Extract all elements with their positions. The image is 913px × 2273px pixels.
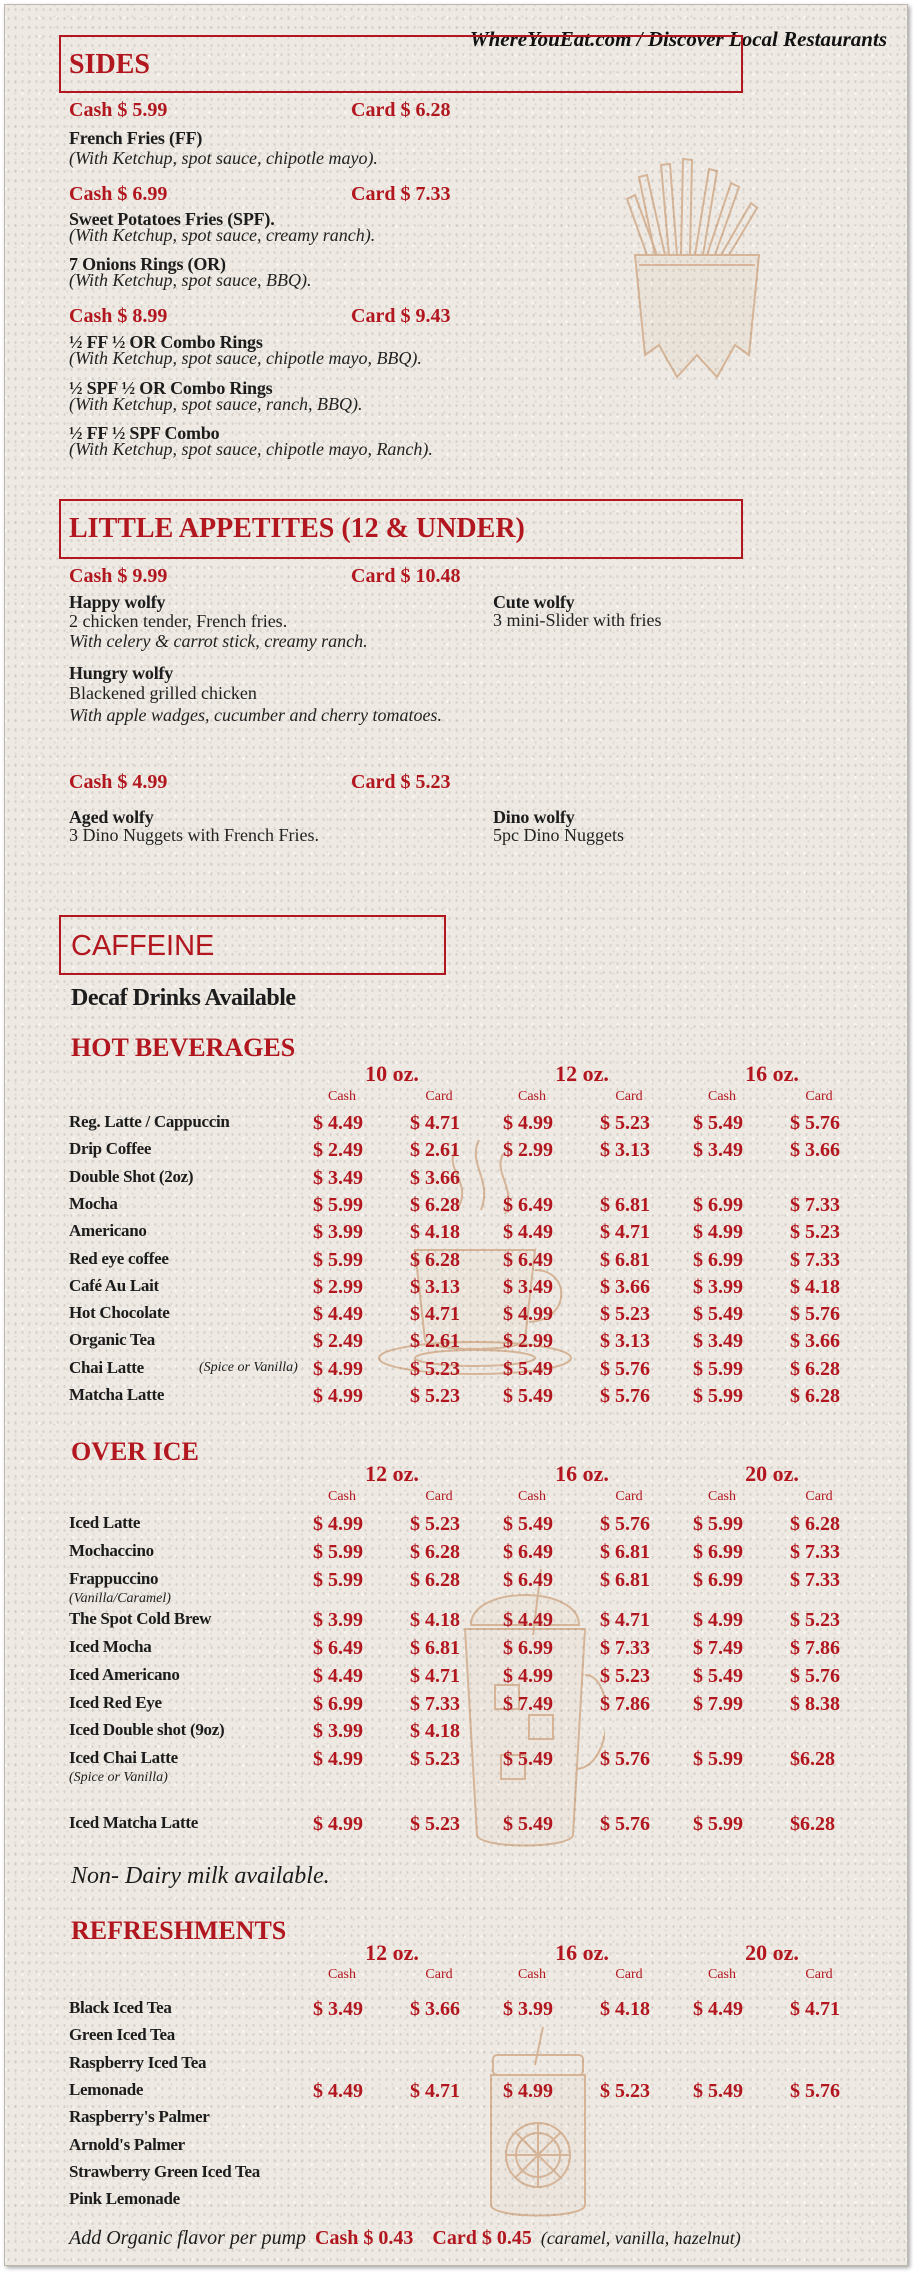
cash-price: $ 3.49 bbox=[313, 1166, 363, 1189]
kid-item-name: Happy wolfy bbox=[69, 592, 166, 612]
menu-row bbox=[69, 2162, 899, 2190]
side-item-desc: (With Ketchup, spot sauce, chipotle mayo, BBQ). bbox=[69, 348, 422, 368]
sides-g3-card: Card $ 9.43 bbox=[351, 305, 451, 327]
sides-g3-cash: Cash $ 8.99 bbox=[69, 305, 168, 327]
cash-column-label: Cash bbox=[518, 1489, 546, 1504]
card-price: $ 5.23 bbox=[410, 1513, 460, 1535]
sides-g2-card: Card $ 7.33 bbox=[351, 183, 451, 205]
drink-name: Iced Matcha Latte bbox=[69, 1813, 198, 1832]
drink-name: Iced Red Eye bbox=[69, 1693, 162, 1712]
drink-name: Iced Double shot (9oz) bbox=[69, 1720, 225, 1739]
size-header: 16 oz. bbox=[555, 1940, 609, 1965]
side-item-desc: (With Ketchup, spot sauce, BBQ). bbox=[69, 270, 312, 290]
card-price: $ 7.33 bbox=[790, 1541, 840, 1563]
kid-item-name: Aged wolfy bbox=[69, 807, 154, 827]
menu-row bbox=[69, 1513, 899, 1541]
cash-price: $ 6.49 bbox=[503, 1193, 553, 1216]
cash-column-label: Cash bbox=[518, 1967, 546, 1982]
side-item-name: Sweet Potatoes Fries (SPF). bbox=[69, 209, 275, 229]
cash-price: $ 2.49 bbox=[313, 1139, 363, 1162]
cash-price: $ 7.49 bbox=[503, 1693, 553, 1715]
cash-price: $ 5.49 bbox=[503, 1513, 553, 1535]
menu-row bbox=[69, 1720, 899, 1748]
card-price: $ 5.76 bbox=[790, 1665, 840, 1687]
cash-price: $ 4.99 bbox=[503, 1665, 553, 1687]
cash-price: $ 6.49 bbox=[503, 1541, 553, 1563]
drink-name: Lemonade bbox=[69, 2079, 144, 2099]
card-column-label: Card bbox=[805, 1967, 833, 1982]
sides-g1-card: Card $ 6.28 bbox=[351, 99, 451, 121]
cash-price: $ 4.49 bbox=[503, 1221, 553, 1244]
card-column-label: Card bbox=[615, 1489, 643, 1504]
menu-row bbox=[69, 1358, 899, 1386]
drink-name: Arnold's Palmer bbox=[69, 2134, 185, 2154]
menu-row bbox=[69, 1167, 899, 1195]
little-g1-card: Card $ 10.48 bbox=[351, 565, 461, 587]
little-g2-card: Card $ 5.23 bbox=[351, 771, 451, 793]
cash-price: $ 4.49 bbox=[313, 1303, 363, 1326]
card-column-label: Card bbox=[425, 1967, 453, 1982]
card-price: $ 4.71 bbox=[410, 1112, 460, 1134]
drink-name: Matcha Latte bbox=[69, 1385, 165, 1404]
cash-price: $ 5.49 bbox=[503, 1813, 553, 1835]
menu-row bbox=[69, 1330, 899, 1358]
kid-item-name: Dino wolfy bbox=[493, 807, 575, 827]
menu-row bbox=[69, 1139, 899, 1167]
cash-price: $ 4.99 bbox=[503, 2079, 553, 2102]
card-price: $ 8.38 bbox=[790, 1693, 840, 1715]
side-item-name: ½ SPF ½ OR Combo Rings bbox=[69, 378, 273, 398]
cash-price: $ 4.99 bbox=[313, 1748, 363, 1770]
size-header: 20 oz. bbox=[745, 1940, 799, 1965]
cash-price: $ 5.99 bbox=[693, 1748, 743, 1770]
card-price: $ 5.76 bbox=[790, 2079, 840, 2102]
cash-price: $ 5.49 bbox=[693, 1665, 743, 1687]
card-price: $ 4.18 bbox=[410, 1720, 460, 1742]
card-price: $ 5.23 bbox=[410, 1357, 460, 1380]
cash-price: $ 3.99 bbox=[313, 1221, 363, 1244]
cash-price: $ 3.99 bbox=[503, 1998, 553, 2020]
card-price: $ 4.71 bbox=[600, 1609, 650, 1631]
card-price: $ 6.81 bbox=[600, 1248, 650, 1271]
drink-name: Americano bbox=[69, 1221, 147, 1241]
cash-price: $ 6.99 bbox=[693, 1248, 743, 1271]
side-item-desc: (With Ketchup, spot sauce, chipotle mayo). bbox=[69, 148, 378, 168]
kid-item-line: 5pc Dino Nuggets bbox=[493, 825, 624, 845]
kid-item-line: Blackened grilled chicken bbox=[69, 683, 257, 703]
card-column-label: Card bbox=[805, 1089, 833, 1104]
card-price: $ 7.33 bbox=[790, 1248, 840, 1271]
size-header: 16 oz. bbox=[555, 1461, 609, 1486]
menu-row bbox=[69, 1748, 899, 1785]
card-price: $ 5.23 bbox=[600, 1665, 650, 1687]
kid-item-name: Hungry wolfy bbox=[69, 663, 174, 683]
menu-row bbox=[69, 1569, 899, 1606]
card-price: $ 3.13 bbox=[410, 1275, 460, 1298]
menu-row bbox=[69, 2107, 899, 2135]
cash-price: $ 5.49 bbox=[503, 1385, 553, 1407]
menu-row bbox=[69, 1637, 899, 1665]
decaf-note: Decaf Drinks Available bbox=[71, 985, 296, 1011]
cash-column-label: Cash bbox=[708, 1089, 736, 1104]
cash-price: $ 5.49 bbox=[503, 1357, 553, 1380]
card-price: $ 7.33 bbox=[790, 1569, 840, 1591]
drink-note: (Spice or Vanilla) bbox=[199, 1359, 298, 1375]
card-price: $ 5.76 bbox=[600, 1513, 650, 1535]
sides-g1-cash: Cash $ 5.99 bbox=[69, 99, 168, 121]
drink-name: Iced Americano bbox=[69, 1665, 180, 1684]
caffeine-title: CAFFEINE bbox=[71, 930, 215, 962]
card-price: $ 3.66 bbox=[410, 1166, 460, 1189]
cash-price: $ 4.49 bbox=[503, 1609, 553, 1631]
card-price: $ 6.81 bbox=[600, 1193, 650, 1216]
card-price: $ 4.18 bbox=[600, 1998, 650, 2020]
size-header: 10 oz. bbox=[365, 1061, 419, 1086]
card-price: $ 5.76 bbox=[790, 1303, 840, 1326]
cash-price: $ 5.49 bbox=[693, 2079, 743, 2102]
cash-price: $ 2.99 bbox=[313, 1275, 363, 1298]
card-column-label: Card bbox=[805, 1489, 833, 1504]
card-price: $ 5.76 bbox=[600, 1748, 650, 1770]
drink-name: Black Iced Tea bbox=[69, 1998, 172, 2017]
watermark: WhereYouEat.com / Discover Local Restaurants bbox=[469, 27, 887, 51]
cash-price: $ 5.99 bbox=[693, 1357, 743, 1380]
card-column-label: Card bbox=[615, 1967, 643, 1982]
cash-price: $ 3.99 bbox=[313, 1609, 363, 1631]
drink-name: Hot Chocolate bbox=[69, 1303, 170, 1323]
card-price: $ 7.86 bbox=[790, 1637, 840, 1659]
size-header: 16 oz. bbox=[745, 1061, 799, 1086]
card-price: $ 6.28 bbox=[410, 1569, 460, 1591]
drink-name: Iced Latte bbox=[69, 1513, 141, 1532]
non-dairy-note: Non- Dairy milk available. bbox=[71, 1863, 330, 1889]
drink-name: Iced Chai Latte bbox=[69, 1748, 178, 1767]
size-header: 12 oz. bbox=[365, 1461, 419, 1486]
menu-row bbox=[69, 1998, 899, 2026]
cash-price: $ 4.99 bbox=[693, 1221, 743, 1244]
drink-name: Mocha bbox=[69, 1193, 118, 1213]
cash-column-label: Cash bbox=[328, 1089, 356, 1104]
sides-g2-cash: Cash $ 6.99 bbox=[69, 183, 168, 205]
cash-price: $ 6.99 bbox=[693, 1193, 743, 1216]
size-header: 12 oz. bbox=[555, 1061, 609, 1086]
menu-row bbox=[69, 1112, 899, 1140]
cash-price: $ 4.49 bbox=[313, 1112, 363, 1134]
drink-name: Green Iced Tea bbox=[69, 2025, 175, 2045]
card-price: $ 5.23 bbox=[600, 1112, 650, 1134]
menu-row bbox=[69, 1609, 899, 1637]
card-price: $ 6.81 bbox=[600, 1569, 650, 1591]
card-price: $ 3.66 bbox=[410, 1998, 460, 2020]
menu-row bbox=[69, 2189, 899, 2217]
card-price: $ 7.33 bbox=[790, 1193, 840, 1216]
drink-name: Red eye coffee bbox=[69, 1248, 169, 1268]
card-price: $ 6.81 bbox=[410, 1637, 460, 1659]
drink-name: Drip Coffee bbox=[69, 1139, 152, 1159]
card-price: $ 6.28 bbox=[410, 1193, 460, 1216]
side-item-name: French Fries (FF) bbox=[69, 128, 203, 148]
cash-column-label: Cash bbox=[518, 1089, 546, 1104]
drink-name: Pink Lemonade bbox=[69, 2189, 180, 2209]
card-price: $ 2.61 bbox=[410, 1139, 460, 1162]
drink-sub-note: (Spice or Vanilla) bbox=[69, 1770, 168, 1785]
french-fries-illustration bbox=[617, 155, 777, 395]
side-item-name: ½ FF ½ OR Combo Rings bbox=[69, 332, 263, 352]
cash-price: $ 4.99 bbox=[503, 1303, 553, 1326]
card-price: $ 7.33 bbox=[600, 1637, 650, 1659]
menu-row bbox=[69, 2025, 899, 2053]
over-ice-title: OVER ICE bbox=[71, 1437, 199, 1466]
cash-price: $ 5.99 bbox=[313, 1248, 363, 1271]
flavor-cash: Cash $ 0.43 bbox=[315, 2227, 414, 2249]
little-g1-cash: Cash $ 9.99 bbox=[69, 565, 168, 587]
cash-price: $ 6.49 bbox=[313, 1637, 363, 1659]
cash-price: $ 2.99 bbox=[503, 1330, 553, 1353]
card-price: $ 4.71 bbox=[410, 2079, 460, 2102]
cash-price: $ 3.99 bbox=[313, 1720, 363, 1742]
drink-name: Organic Tea bbox=[69, 1330, 155, 1350]
menu-row bbox=[69, 1665, 899, 1693]
card-price: $ 4.18 bbox=[410, 1609, 460, 1631]
drink-name: Café Au Lait bbox=[69, 1275, 159, 1295]
drink-name: Raspberry's Palmer bbox=[69, 2107, 210, 2127]
card-price: $ 6.28 bbox=[410, 1248, 460, 1271]
cash-price: $ 3.99 bbox=[693, 1275, 743, 1298]
cash-price: $ 4.99 bbox=[313, 1513, 363, 1535]
cash-price: $ 5.99 bbox=[313, 1569, 363, 1591]
menu-row bbox=[69, 1693, 899, 1721]
kid-item-desc: With apple wadges, cucumber and cherry tomatoes. bbox=[69, 705, 442, 725]
cash-price: $ 3.49 bbox=[313, 1998, 363, 2020]
menu-row bbox=[69, 2135, 899, 2163]
sides-title: SIDES bbox=[69, 49, 150, 80]
card-price: $ 5.23 bbox=[600, 2079, 650, 2102]
cash-column-label: Cash bbox=[328, 1489, 356, 1504]
cash-price: $ 3.49 bbox=[503, 1275, 553, 1298]
cash-price: $ 6.99 bbox=[503, 1637, 553, 1659]
card-price: $ 5.23 bbox=[410, 1813, 460, 1835]
cash-price: $ 7.99 bbox=[693, 1693, 743, 1715]
drink-sub-note: (Vanilla/Caramel) bbox=[69, 1591, 171, 1606]
card-price: $ 5.76 bbox=[600, 1813, 650, 1835]
flavor-list: (caramel, vanilla, hazelnut) bbox=[540, 2228, 741, 2248]
card-price: $ 3.66 bbox=[600, 1275, 650, 1298]
side-item-name: 7 Onions Rings (OR) bbox=[69, 254, 226, 274]
menu-row bbox=[69, 1276, 899, 1304]
card-price: $ 3.66 bbox=[790, 1139, 840, 1162]
cash-price: $ 3.49 bbox=[693, 1330, 743, 1353]
cash-price: $ 5.99 bbox=[313, 1541, 363, 1563]
cash-price: $ 6.99 bbox=[313, 1693, 363, 1715]
kid-item-name: Cute wolfy bbox=[493, 592, 575, 612]
card-column-label: Card bbox=[425, 1489, 453, 1504]
card-price: $ 4.71 bbox=[410, 1303, 460, 1326]
card-price: $ 5.23 bbox=[410, 1748, 460, 1770]
cash-price: $ 5.49 bbox=[693, 1112, 743, 1134]
refreshments-title: REFRESHMENTS bbox=[71, 1916, 287, 1945]
drink-name: Strawberry Green Iced Tea bbox=[69, 2161, 260, 2181]
cash-price: $ 4.99 bbox=[313, 1357, 363, 1380]
card-price: $ 5.76 bbox=[600, 1357, 650, 1380]
card-price: $ 6.28 bbox=[790, 1357, 840, 1380]
card-price: $ 5.76 bbox=[790, 1112, 840, 1134]
cash-price: $ 4.99 bbox=[313, 1813, 363, 1835]
card-price: $ 4.71 bbox=[790, 1998, 840, 2020]
menu-row bbox=[69, 2080, 899, 2108]
card-price: $ 4.71 bbox=[410, 1665, 460, 1687]
flavor-line bbox=[69, 2227, 741, 2250]
menu-row bbox=[69, 1541, 899, 1569]
cash-price: $ 5.99 bbox=[693, 1513, 743, 1535]
menu-row bbox=[69, 1249, 899, 1277]
menu-row bbox=[69, 2053, 899, 2081]
cash-price: $ 4.49 bbox=[313, 1665, 363, 1687]
side-item-desc: (With Ketchup, spot sauce, ranch, BBQ). bbox=[69, 394, 363, 414]
cash-price: $ 4.99 bbox=[503, 1112, 553, 1134]
cash-price: $ 4.49 bbox=[693, 1998, 743, 2020]
menu-page bbox=[4, 4, 908, 2266]
card-price: $ 6.28 bbox=[410, 1541, 460, 1563]
kid-item-line: 3 mini-Slider with fries bbox=[493, 610, 662, 630]
card-column-label: Card bbox=[615, 1089, 643, 1104]
drink-name: Mochaccino bbox=[69, 1541, 154, 1560]
flavor-lead: Add Organic flavor per pump bbox=[69, 2227, 307, 2249]
hot-beverages-title: HOT BEVERAGES bbox=[71, 1033, 296, 1062]
menu-row bbox=[69, 1813, 899, 1841]
cash-column-label: Cash bbox=[708, 1489, 736, 1504]
side-item-desc: (With Ketchup, spot sauce, creamy ranch). bbox=[69, 225, 376, 245]
card-price: $ 7.86 bbox=[600, 1693, 650, 1715]
cash-price: $ 6.99 bbox=[693, 1569, 743, 1591]
kid-item-desc: With celery & carrot stick, creamy ranch. bbox=[69, 631, 368, 651]
card-price: $ 3.13 bbox=[600, 1139, 650, 1162]
card-price: $ 6.28 bbox=[790, 1513, 840, 1535]
drink-name: Double Shot (2oz) bbox=[69, 1166, 194, 1186]
card-price: $ 3.66 bbox=[790, 1330, 840, 1353]
drink-name: Raspberry Iced Tea bbox=[69, 2052, 207, 2072]
little-title: LITTLE APPETITES (12 & UNDER) bbox=[69, 513, 525, 544]
cash-price: $ 5.49 bbox=[693, 1303, 743, 1326]
cash-price: $ 4.99 bbox=[693, 1609, 743, 1631]
flavor-card: Card $ 0.45 bbox=[432, 2227, 532, 2249]
drink-name: Iced Mocha bbox=[69, 1637, 152, 1656]
card-price: $ 6.28 bbox=[790, 1385, 840, 1407]
drink-name: Reg. Latte / Cappuccin bbox=[69, 1112, 230, 1131]
drink-name: Frappuccino bbox=[69, 1569, 159, 1588]
cash-price: $ 6.49 bbox=[503, 1248, 553, 1271]
size-header: 20 oz. bbox=[745, 1461, 799, 1486]
cash-price: $ 5.99 bbox=[693, 1813, 743, 1835]
card-price: $ 6.81 bbox=[600, 1541, 650, 1563]
menu-row bbox=[69, 1303, 899, 1331]
cash-price: $ 4.49 bbox=[313, 2079, 363, 2102]
menu-row bbox=[69, 1221, 899, 1249]
card-price: $ 7.33 bbox=[410, 1693, 460, 1715]
card-price: $ 4.71 bbox=[600, 1221, 650, 1244]
cash-price: $ 5.99 bbox=[313, 1193, 363, 1216]
card-price: $6.28 bbox=[790, 1748, 835, 1770]
cash-price: $ 4.99 bbox=[313, 1385, 363, 1407]
card-price: $ 4.18 bbox=[410, 1221, 460, 1244]
card-price: $ 2.61 bbox=[410, 1330, 460, 1353]
card-price: $ 5.23 bbox=[790, 1221, 840, 1244]
card-price: $ 4.18 bbox=[790, 1275, 840, 1298]
kid-item-line: 2 chicken tender, French fries. bbox=[69, 611, 288, 631]
cash-price: $ 6.99 bbox=[693, 1541, 743, 1563]
card-price: $ 3.13 bbox=[600, 1330, 650, 1353]
kid-item-line: 3 Dino Nuggets with French Fries. bbox=[69, 825, 319, 845]
cash-price: $ 5.99 bbox=[693, 1385, 743, 1407]
card-price: $6.28 bbox=[790, 1813, 835, 1835]
cash-column-label: Cash bbox=[328, 1967, 356, 1982]
cash-price: $ 6.49 bbox=[503, 1569, 553, 1591]
cash-price: $ 7.49 bbox=[693, 1637, 743, 1659]
size-header: 12 oz. bbox=[365, 1940, 419, 1965]
card-price: $ 5.23 bbox=[410, 1385, 460, 1407]
side-item-name: ½ FF ½ SPF Combo bbox=[69, 423, 220, 443]
drink-name: Chai Latte bbox=[69, 1357, 144, 1377]
cash-price: $ 3.49 bbox=[693, 1139, 743, 1162]
little-g2-cash: Cash $ 4.99 bbox=[69, 771, 168, 793]
cash-column-label: Cash bbox=[708, 1967, 736, 1982]
card-price: $ 5.23 bbox=[600, 1303, 650, 1326]
cash-price: $ 5.49 bbox=[503, 1748, 553, 1770]
card-price: $ 5.76 bbox=[600, 1385, 650, 1407]
side-item-desc: (With Ketchup, spot sauce, chipotle mayo, Ranch). bbox=[69, 439, 433, 459]
sides-title-box bbox=[59, 35, 743, 93]
menu-row bbox=[69, 1385, 899, 1413]
card-price: $ 5.23 bbox=[790, 1609, 840, 1631]
cash-price: $ 2.99 bbox=[503, 1139, 553, 1162]
card-column-label: Card bbox=[425, 1089, 453, 1104]
cash-price: $ 2.49 bbox=[313, 1330, 363, 1353]
drink-name: The Spot Cold Brew bbox=[69, 1609, 212, 1628]
menu-row bbox=[69, 1194, 899, 1222]
